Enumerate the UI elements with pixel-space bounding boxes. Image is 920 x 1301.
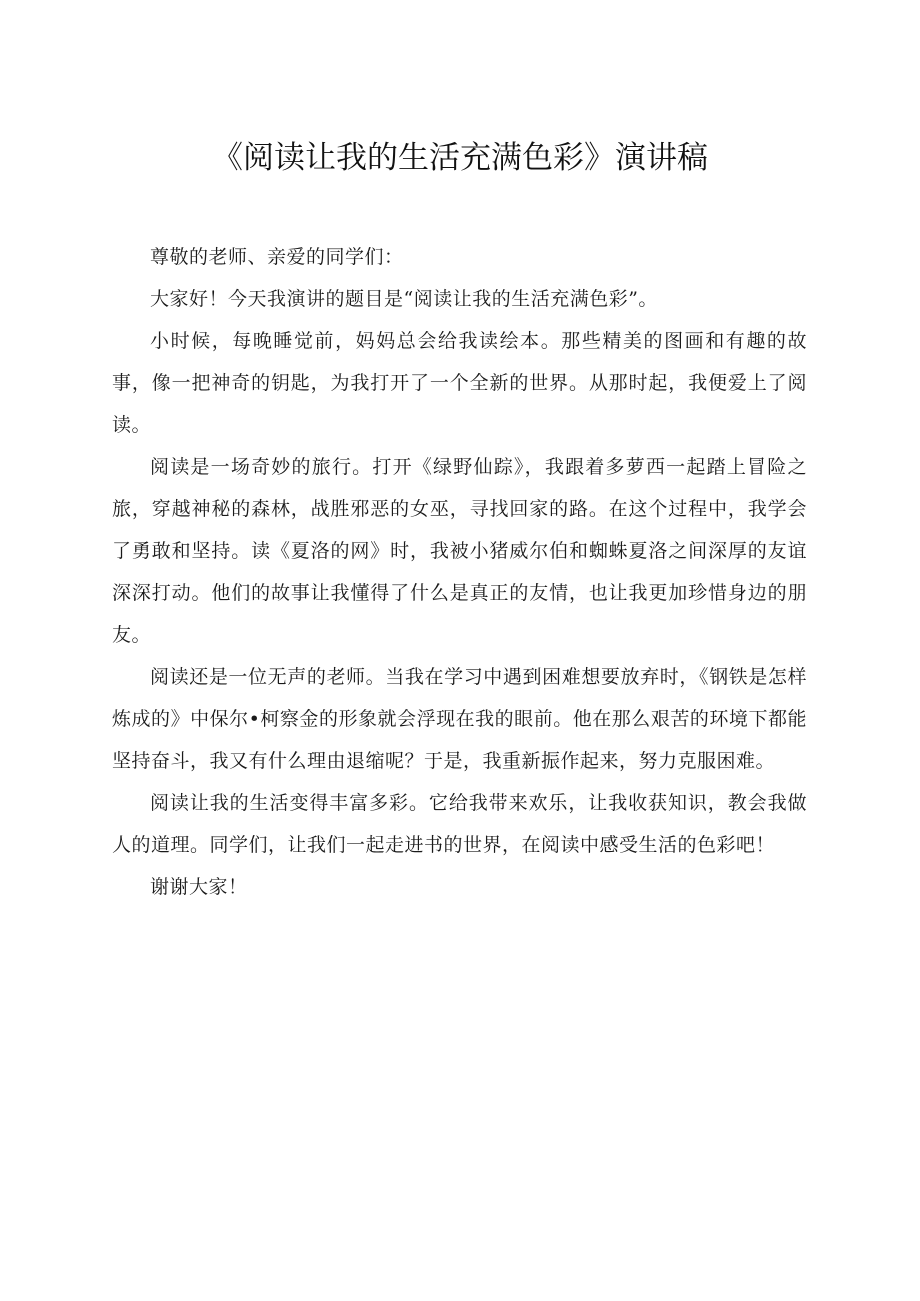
speech-body bbox=[112, 236, 807, 908]
salutation: 尊敬的老师、亲爱的同学们： bbox=[150, 246, 404, 268]
document-title: 《阅读让我的生活充满色彩》演讲稿 bbox=[212, 140, 708, 176]
conclusion-paragraph: 阅读让我的生活变得丰富多彩。它给我带来欢乐，让我收获知识，教会我做人的道理。同学们，让我们一起走进书的世界，在阅读中感受生活的色彩吧！ bbox=[112, 792, 807, 856]
greeting-paragraph: 大家好！今天我演讲的题目是“阅读让我的生活充满色彩”。 bbox=[150, 288, 658, 310]
journey-paragraph: 阅读是一场奇妙的旅行。打开《绿野仙踪》，我跟着多萝西一起踏上冒险之旅，穿越神秘的森林，战胜邪恶的女巫，寻找回家的路。在这个过程中，我学会了勇敢和坚持。读《夏洛的网》时，我被小猪威尔伯和蜘蛛夏洛之间深厚的友谊深深打动。他们的故事让我懂得了什么是真正的友情，也让我更加珍惜身边的朋友。 bbox=[112, 456, 807, 646]
childhood-paragraph: 小时候，每晚睡觉前，妈妈总会给我读绘本。那些精美的图画和有趣的故事，像一把神奇的钥匙，为我打开了一个全新的世界。从那时起，我便爱上了阅读。 bbox=[112, 330, 807, 436]
teacher-paragraph: 阅读还是一位无声的老师。当我在学习中遇到困难想要放弃时，《钢铁是怎样炼成的》中保尔•柯察金的形象就会浮现在我的眼前。他在那么艰苦的环境下都能坚持奋斗，我又有什么理由退缩呢？于是，我重新振作起来，努力克服困难。 bbox=[112, 666, 807, 772]
closing-thanks: 谢谢大家！ bbox=[150, 876, 248, 898]
